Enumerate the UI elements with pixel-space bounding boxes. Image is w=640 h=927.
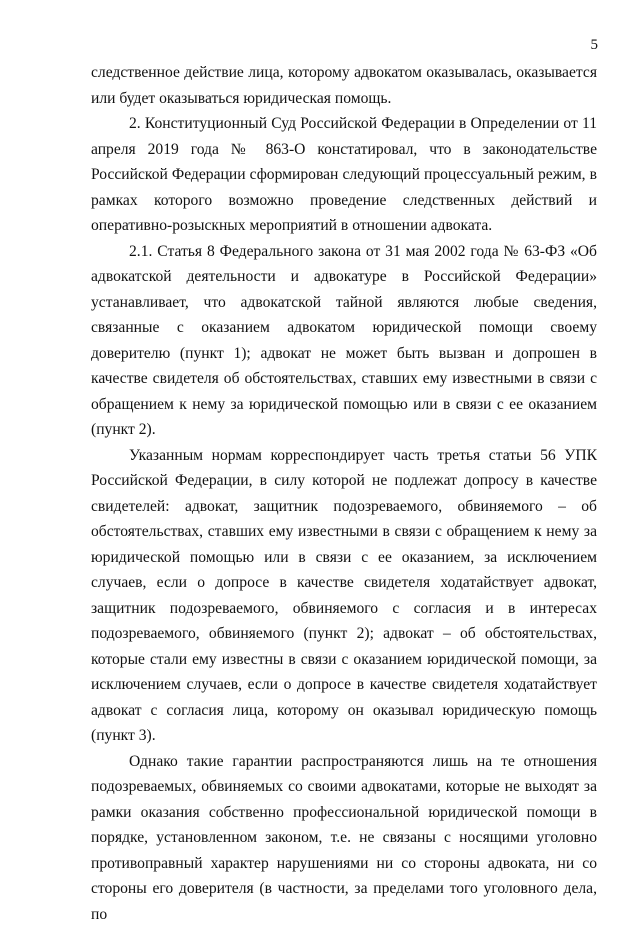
paragraph-section-2: 2. Конституционный Суд Российской Федерации в Определении от 11 апреля 2019 года № 863-О констатировал, что в законодательстве Российской Федерации сформирован следующий процессуальный режим, в рамках которого возможно проведение следственных действий и оперативно-розыскных мероприятий в отношении адвоката. — [91, 111, 597, 239]
page-number: 5 — [591, 36, 599, 54]
paragraph-upk-article-56: Указанным нормам корреспондирует часть третья статьи 56 УПК Российской Федерации, в силу которой не подлежат допросу в качестве свидетелей: адвокат, защитник подозреваемого, обвиняемого – об обстоятельствах, ставших ему известными в связи с обращением к нему за юридической помощью или в связи с ее оказанием, за исключением случаев, если о допросе в качестве свидетеля ходатайствует адвокат, защитник подозреваемого, обвиняемого с согласия и в интересах подозреваемого, обвиняемого (пункт 2); адвокат – об обстоятельствах, которые стали ему известны в связи с оказанием юридической помощи, за исключением случаев, если о допросе в качестве свидетеля ходатайствует адвокат с согласия лица, которому он оказывал юридическую помощь (пункт 3). — [91, 443, 597, 749]
document-body — [91, 60, 597, 927]
paragraph-continuation: следственное действие лица, которому адвокатом оказывалась, оказывается или будет оказываться юридическая помощь. — [91, 60, 597, 111]
paragraph-section-2-1: 2.1. Статья 8 Федерального закона от 31 мая 2002 года № 63-ФЗ «Об адвокатской деятельности и адвокатуре в Российской Федерации» устанавливает, что адвокатской тайной являются любые сведения, связанные с оказанием адвокатом юридической помощи своему доверителю (пункт 1); адвокат не может быть вызван и допрошен в качестве свидетеля об обстоятельствах, ставших ему известными в связи с обращением к нему за юридической помощью или в связи с ее оказанием (пункт 2). — [91, 239, 597, 443]
paragraph-guarantees-limits: Однако такие гарантии распространяются лишь на те отношения подозреваемых, обвиняемых со своими адвокатами, которые не выходят за рамки оказания собственно профессиональной юридической помощи в порядке, установленном законом, т.е. не связаны с носящими уголовно противоправный характер нарушениями ни со стороны адвоката, ни со стороны его доверителя (в частности, за пределами того уголовного дела, по — [91, 749, 597, 927]
